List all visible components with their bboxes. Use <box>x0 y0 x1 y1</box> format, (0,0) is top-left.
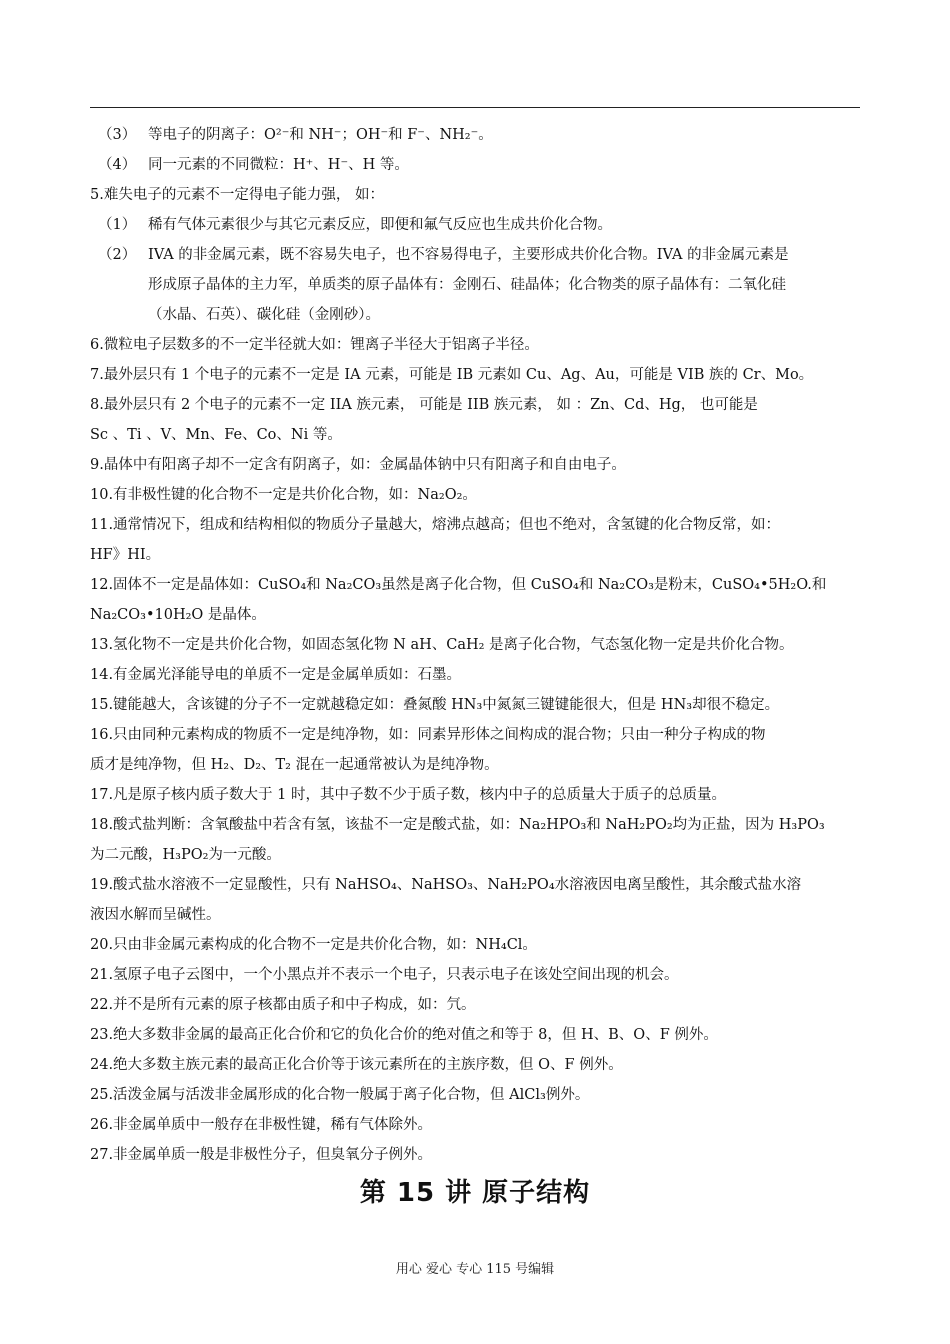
paragraph-24: 24.绝大多数主族元素的最高正化合价等于该元素所在的主族序数，但 O、F 例外。 <box>90 1057 623 1073</box>
paragraph-6: 6.微粒电子层数多的不一定半径就大如：锂离子半径大于铝离子半径。 <box>90 337 539 353</box>
paragraph-18-cont: 为二元酸，H₃PO₂为一元酸。 <box>90 847 281 863</box>
paragraph-12-cont: Na₂CO₃•10H₂O 是晶体。 <box>90 607 266 623</box>
page-footer: 用心 爱心 专心 115 号编辑 <box>395 1262 555 1277</box>
paragraph-23: 23.绝大多数非金属的最高正化合价和它的负化合价的绝对值之和等于 8，但 H、B、O、F 例外。 <box>90 1027 718 1043</box>
paragraph-19: 19.酸式盐水溶液不一定显酸性，只有 NaHSO₄、NaHSO₃、NaH₂PO₄水溶液因电离呈酸性，其余酸式盐水溶 <box>90 877 802 893</box>
paragraph-8: 8.最外层只有 2 个电子的元素不一定 IIA 族元素， 可能是 IIB 族元素， 如 ：Zn、Cd、Hg， 也可能是 <box>90 397 758 413</box>
item-4 <box>90 150 860 180</box>
paragraph-20: 20.只由非金属元素构成的化合物不一定是共价化合物，如：NH₄Cl。 <box>90 937 537 953</box>
document-body <box>90 120 860 1170</box>
item-3 <box>90 120 860 150</box>
item-number: （3） <box>98 127 137 143</box>
item-5-1 <box>90 210 860 240</box>
paragraph-5: 5.难失电子的元素不一定得电子能力强， 如： <box>90 187 384 203</box>
text-line: IVA 的非金属元素，既不容易失电子，也不容易得电子，主要形成共价化合物。IVA 的非金属元素是 <box>148 247 789 263</box>
paragraph-27: 27.非金属单质一般是非极性分子，但臭氧分子例外。 <box>90 1147 433 1163</box>
item-text: 等电子的阴离子：O²⁻和 NH⁻；OH⁻和 F⁻、NH₂⁻。 <box>148 127 493 143</box>
item-number: （1） <box>98 217 137 233</box>
item-number: （2） <box>98 247 137 263</box>
item-5-2 <box>90 240 860 330</box>
item-number: （4） <box>98 157 137 173</box>
paragraph-7: 7.最外层只有 1 个电子的元素不一定是 IA 元素，可能是 IB 元素如 Cu、Ag、Au，可能是 VIB 族的 Cr、Mo。 <box>90 367 814 383</box>
paragraph-16-cont: 质才是纯净物，但 H₂、D₂、T₂ 混在一起通常被认为是纯净物。 <box>90 757 499 773</box>
paragraph-18: 18.酸式盐判断：含氧酸盐中若含有氢，该盐不一定是酸式盐，如：Na₂HPO₃和 NaH₂PO₂均为正盐，因为 H₃PO₃ <box>90 817 825 833</box>
paragraph-21: 21.氢原子电子云图中，一个小黑点并不表示一个电子，只表示电子在该处空间出现的机会。 <box>90 967 679 983</box>
paragraph-11-cont: HF》HI。 <box>90 547 161 563</box>
text-line: （水晶、石英）、碳化硅（金刚砂）。 <box>148 307 380 323</box>
paragraph-22: 22.并不是所有元素的原子核都由质子和中子构成，如：氕。 <box>90 997 476 1013</box>
lecture-title: 第 15 讲 原子结构 <box>359 1178 591 1208</box>
item-text: 稀有气体元素很少与其它元素反应，即便和氟气反应也生成共价化合物。 <box>148 217 612 233</box>
paragraph-12: 12.固体不一定是晶体如：CuSO₄和 Na₂CO₃虽然是离子化合物，但 CuSO₄和 Na₂CO₃是粉末，CuSO₄•5H₂O.和 <box>90 577 827 593</box>
header-rule <box>90 107 860 108</box>
paragraph-16: 16.只由同种元素构成的物质不一定是纯净物，如：同素异形体之间构成的混合物；只由一种分子构成的物 <box>90 727 766 743</box>
paragraph-8-cont: Sc 、Ti 、V、Mn、Fe、Co、Ni 等。 <box>90 427 342 443</box>
paragraph-14: 14.有金属光泽能导电的单质不一定是金属单质如：石墨。 <box>90 667 462 683</box>
paragraph-13: 13.氢化物不一定是共价化合物，如固态氢化物 N aH、CaH₂ 是离子化合物，气态氢化物一定是共价化合物。 <box>90 637 794 653</box>
text-line: 形成原子晶体的主力军，单质类的原子晶体有：金刚石、硅晶体；化合物类的原子晶体有：二氧化硅 <box>148 277 786 293</box>
paragraph-19-cont: 液因水解而呈碱性。 <box>90 907 221 923</box>
item-text: 同一元素的不同微粒：H⁺、H⁻、H 等。 <box>148 157 409 173</box>
item-text <box>148 240 860 330</box>
paragraph-10: 10.有非极性键的化合物不一定是共价化合物，如：Na₂O₂。 <box>90 487 477 503</box>
paragraph-26: 26.非金属单质中一般存在非极性键，稀有气体除外。 <box>90 1117 433 1133</box>
paragraph-11: 11.通常情况下，组成和结构相似的物质分子量越大，熔沸点越高；但也不绝对，含氢键的化合物反常，如： <box>90 517 781 533</box>
paragraph-15: 15.键能越大，含该键的分子不一定就越稳定如：叠氮酸 HN₃中氮氮三键键能很大，但是 HN₃却很不稳定。 <box>90 697 780 713</box>
paragraph-25: 25.活泼金属与活泼非金属形成的化合物一般属于离子化合物，但 AlCl₃例外。 <box>90 1087 590 1103</box>
paragraph-17: 17.凡是原子核内质子数大于 1 时，其中子数不少于质子数，核内中子的总质量大于质子的总质量。 <box>90 787 726 803</box>
paragraph-9: 9.晶体中有阳离子却不一定含有阴离子，如：金属晶体钠中只有阳离子和自由电子。 <box>90 457 626 473</box>
